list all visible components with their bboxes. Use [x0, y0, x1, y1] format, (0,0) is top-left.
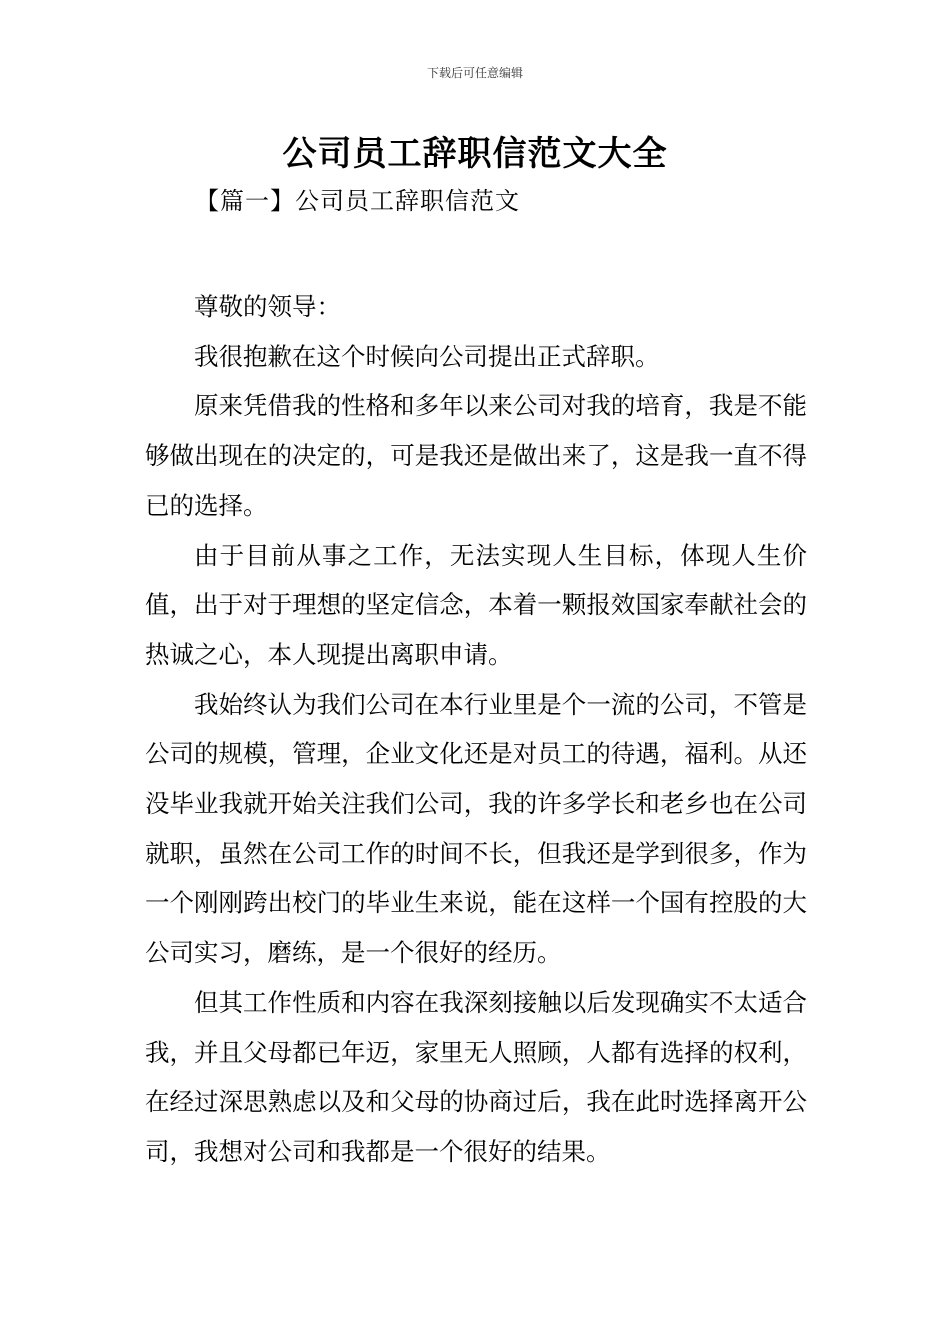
letter-paragraph-2: 原来凭借我的性格和多年以来公司对我的培育，我是不能够做出现在的决定的，可是我还是做出来了，这是我一直不得已的选择。 — [145, 391, 807, 520]
section-subtitle: 【篇一】公司员工辞职信范文 — [195, 187, 520, 215]
letter-paragraph-1: 我很抱歉在这个时候向公司提出正式辞职。 — [194, 341, 660, 371]
document-title: 公司员工辞职信范文大全 — [282, 134, 668, 174]
letter-greeting: 尊敬的领导： — [194, 292, 341, 321]
letter-paragraph-5: 但其工作性质和内容在我深刻接触以后发现确实不太适合我，并且父母都已年迈，家里无人照顾，人都有选择的权利，在经过深思熟虑以及和父母的协商过后，我在此时选择离开公司，我想对公司和我都是一个很好的结果。 — [145, 987, 807, 1166]
letter-paragraph-4: 我始终认为我们公司在本行业里是个一流的公司，不管是公司的规模，管理，企业文化还是对员工的待遇，福利。从还没毕业我就开始关注我们公司，我的许多学长和老乡也在公司就职，虽然在公司工作的时间不长，但我还是学到很多，作为一个刚刚跨出校门的毕业生来说，能在这样一个国有控股的大公司实习，磨练，是一个很好的经历。 — [145, 689, 807, 968]
letter-paragraph-3: 由于目前从事之工作，无法实现人生目标，体现人生价值，出于对于理想的坚定信念，本着一颗报效国家奉献社会的热诚之心，本人现提出离职申请。 — [145, 540, 807, 669]
page-header-note: 下载后可任意编辑 — [426, 66, 523, 80]
letter-body — [145, 282, 807, 1177]
